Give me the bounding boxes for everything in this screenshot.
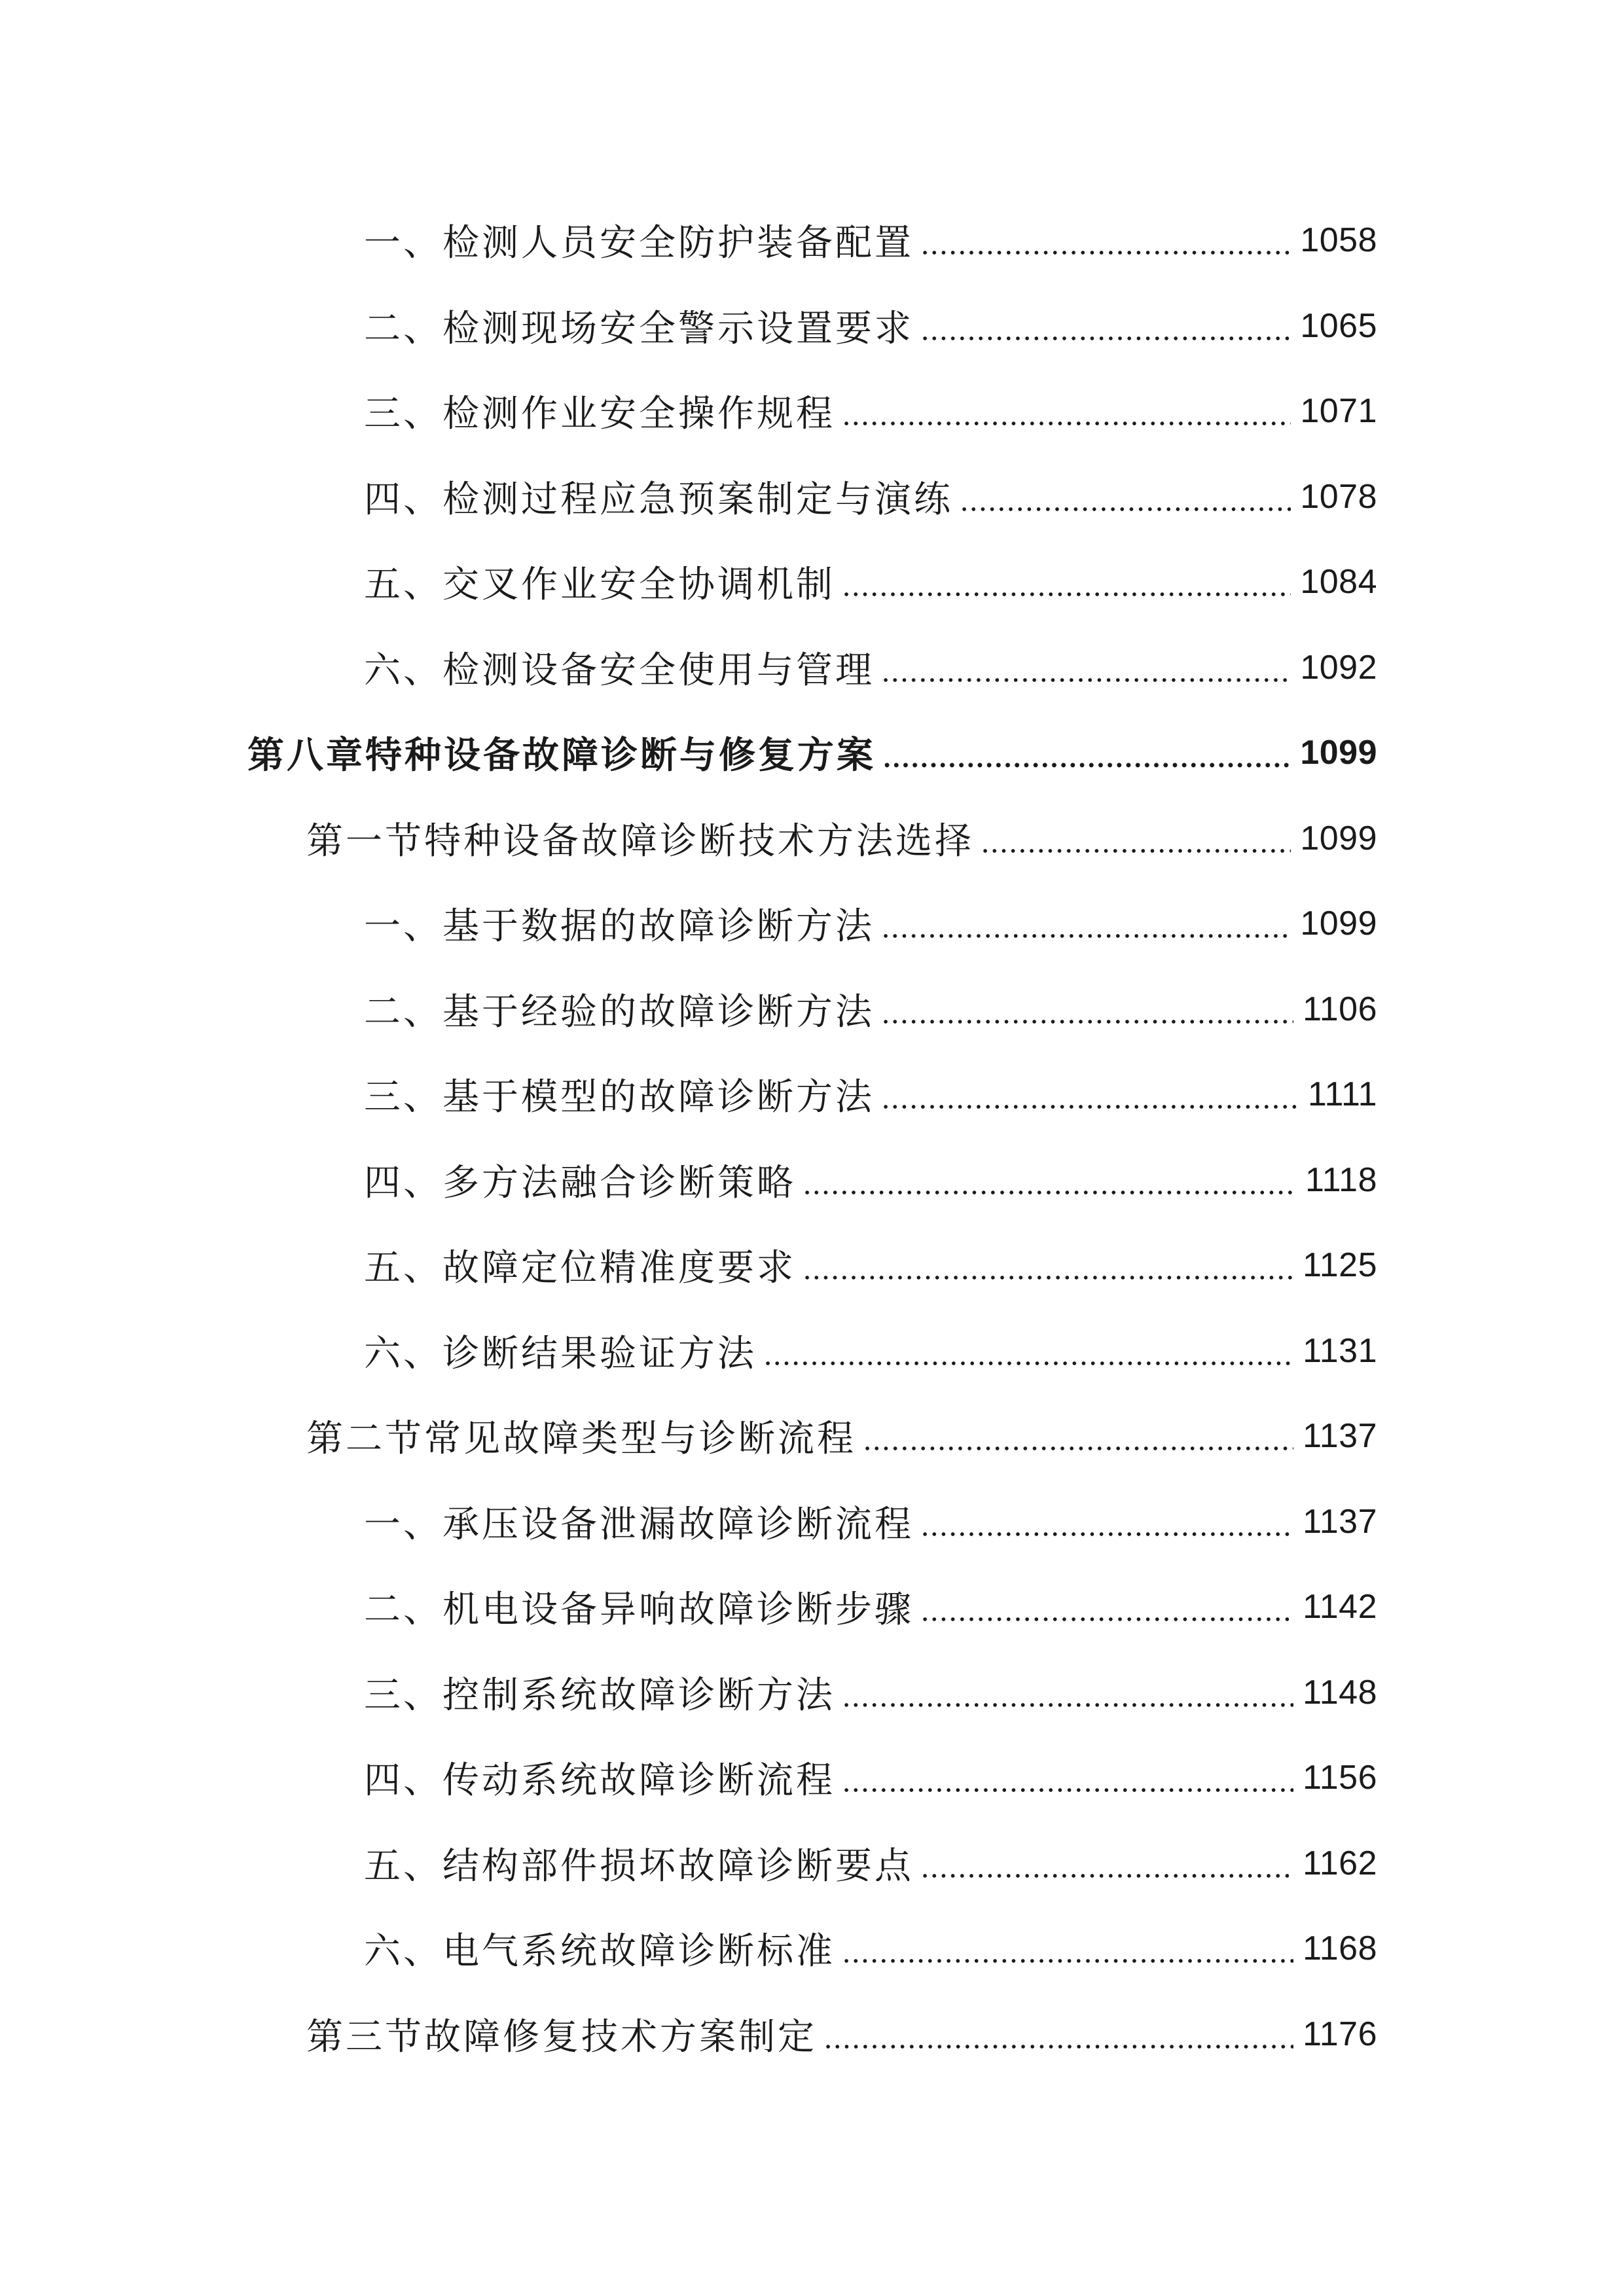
toc-entry-page: 1137 [1303,1502,1377,1541]
toc-entry-title: 二、机电设备异响故障诊断步骤 [364,1588,914,1632]
toc-entry[interactable] [0,198,1624,283]
toc-entry-title: 第三节故障修复技术方案制定 [306,2015,817,2058]
toc-entry[interactable] [0,1735,1624,1821]
toc-entry-title: 二、检测现场安全警示设置要求 [364,307,914,350]
dot-leader [803,1247,1293,1283]
toc-entry-page: 1148 [1303,1673,1377,1712]
toc-entry-title: 三、控制系统故障诊断方法 [364,1674,835,1717]
dot-leader [920,1845,1293,1882]
dot-leader [881,649,1291,686]
toc-entry-page: 1142 [1303,1588,1377,1626]
toc-entry[interactable] [0,1906,1624,1992]
toc-entry[interactable] [0,283,1624,369]
dot-leader [842,1674,1293,1711]
toc-entry[interactable] [0,1308,1624,1394]
toc-entry[interactable] [0,881,1624,967]
toc-section-entry[interactable] [0,1393,1624,1479]
toc-entry-title: 第八章特种设备故障诊断与修复方案 [247,734,876,778]
toc-entry-page: 1099 [1300,905,1377,943]
dot-leader [920,1588,1293,1625]
dot-leader [920,1503,1293,1540]
dot-leader [823,2016,1293,2053]
toc-entry[interactable] [0,1564,1624,1650]
dot-leader [960,478,1291,515]
dot-leader [920,308,1291,344]
table-of-contents [0,198,1624,2077]
toc-entry-page: 1092 [1300,648,1377,687]
toc-entry-title: 四、传动系统故障诊断流程 [364,1759,835,1803]
toc-section-entry[interactable] [0,796,1624,882]
dot-leader [763,1333,1293,1369]
toc-entry-title: 一、承压设备泄漏故障诊断流程 [364,1503,914,1546]
toc-entry[interactable] [0,539,1624,625]
dot-leader [981,820,1291,857]
dot-leader [842,564,1291,600]
toc-entry[interactable] [0,1479,1624,1565]
toc-entry-title: 三、基于模型的故障诊断方法 [364,1076,875,1119]
toc-entry-title: 五、交叉作业安全协调机制 [364,564,835,607]
toc-entry-title: 二、基于经验的故障诊断方法 [364,990,875,1033]
dot-leader [842,393,1291,429]
toc-entry-page: 1099 [1300,734,1377,772]
toc-entry-page: 1106 [1303,990,1377,1028]
toc-entry[interactable] [0,1223,1624,1308]
toc-entry-page: 1137 [1303,1417,1377,1456]
toc-entry-page: 1078 [1300,477,1377,516]
toc-entry-page: 1168 [1303,1929,1377,1968]
toc-entry-page: 1118 [1305,1160,1377,1199]
toc-entry-page: 1176 [1303,2015,1377,2053]
toc-entry-title: 一、基于数据的故障诊断方法 [364,905,875,948]
dot-leader [863,1418,1293,1454]
toc-entry-title: 三、检测作业安全操作规程 [364,393,835,436]
toc-entry-title: 五、结构部件损坏故障诊断要点 [364,1844,914,1888]
toc-entry[interactable] [0,967,1624,1052]
toc-entry-page: 1065 [1300,306,1377,345]
toc-entry-title: 六、检测设备安全使用与管理 [364,649,875,692]
toc-chapter-entry[interactable] [0,710,1624,796]
dot-leader [881,991,1293,1028]
toc-entry[interactable] [0,1052,1624,1138]
toc-entry-title: 五、故障定位精准度要求 [364,1247,796,1290]
dot-leader [881,1076,1299,1113]
dot-leader [803,1162,1296,1198]
toc-entry-page: 1111 [1307,1075,1377,1114]
toc-entry-title: 四、检测过程应急预案制定与演练 [364,478,953,521]
toc-entry-title: 六、电气系统故障诊断标准 [364,1930,835,1973]
toc-entry-page: 1084 [1300,563,1377,601]
toc-entry-page: 1099 [1300,819,1377,857]
dot-leader [882,734,1291,771]
toc-entry-page: 1162 [1303,1844,1377,1882]
toc-entry-page: 1071 [1300,392,1377,431]
toc-entry-title: 第二节常见故障类型与诊断流程 [306,1418,856,1461]
toc-entry-page: 1131 [1303,1331,1377,1370]
toc-entry-page: 1058 [1300,221,1377,260]
dot-leader [842,1930,1293,1967]
toc-entry[interactable] [0,625,1624,711]
toc-entry[interactable] [0,454,1624,540]
toc-entry-page: 1125 [1303,1246,1377,1285]
toc-entry-title: 一、检测人员安全防护装备配置 [364,222,914,265]
toc-entry-page: 1156 [1303,1759,1377,1797]
toc-entry[interactable] [0,1650,1624,1736]
toc-entry-title: 四、多方法融合诊断策略 [364,1161,796,1204]
dot-leader [842,1759,1293,1796]
toc-entry[interactable] [0,368,1624,454]
toc-entry-title: 六、诊断结果验证方法 [364,1332,757,1375]
toc-section-entry[interactable] [0,1992,1624,2077]
toc-entry[interactable] [0,1138,1624,1223]
dot-leader [920,222,1291,259]
toc-entry[interactable] [0,1821,1624,1907]
toc-entry-title: 第一节特种设备故障诊断技术方法选择 [306,819,974,863]
dot-leader [881,905,1291,942]
